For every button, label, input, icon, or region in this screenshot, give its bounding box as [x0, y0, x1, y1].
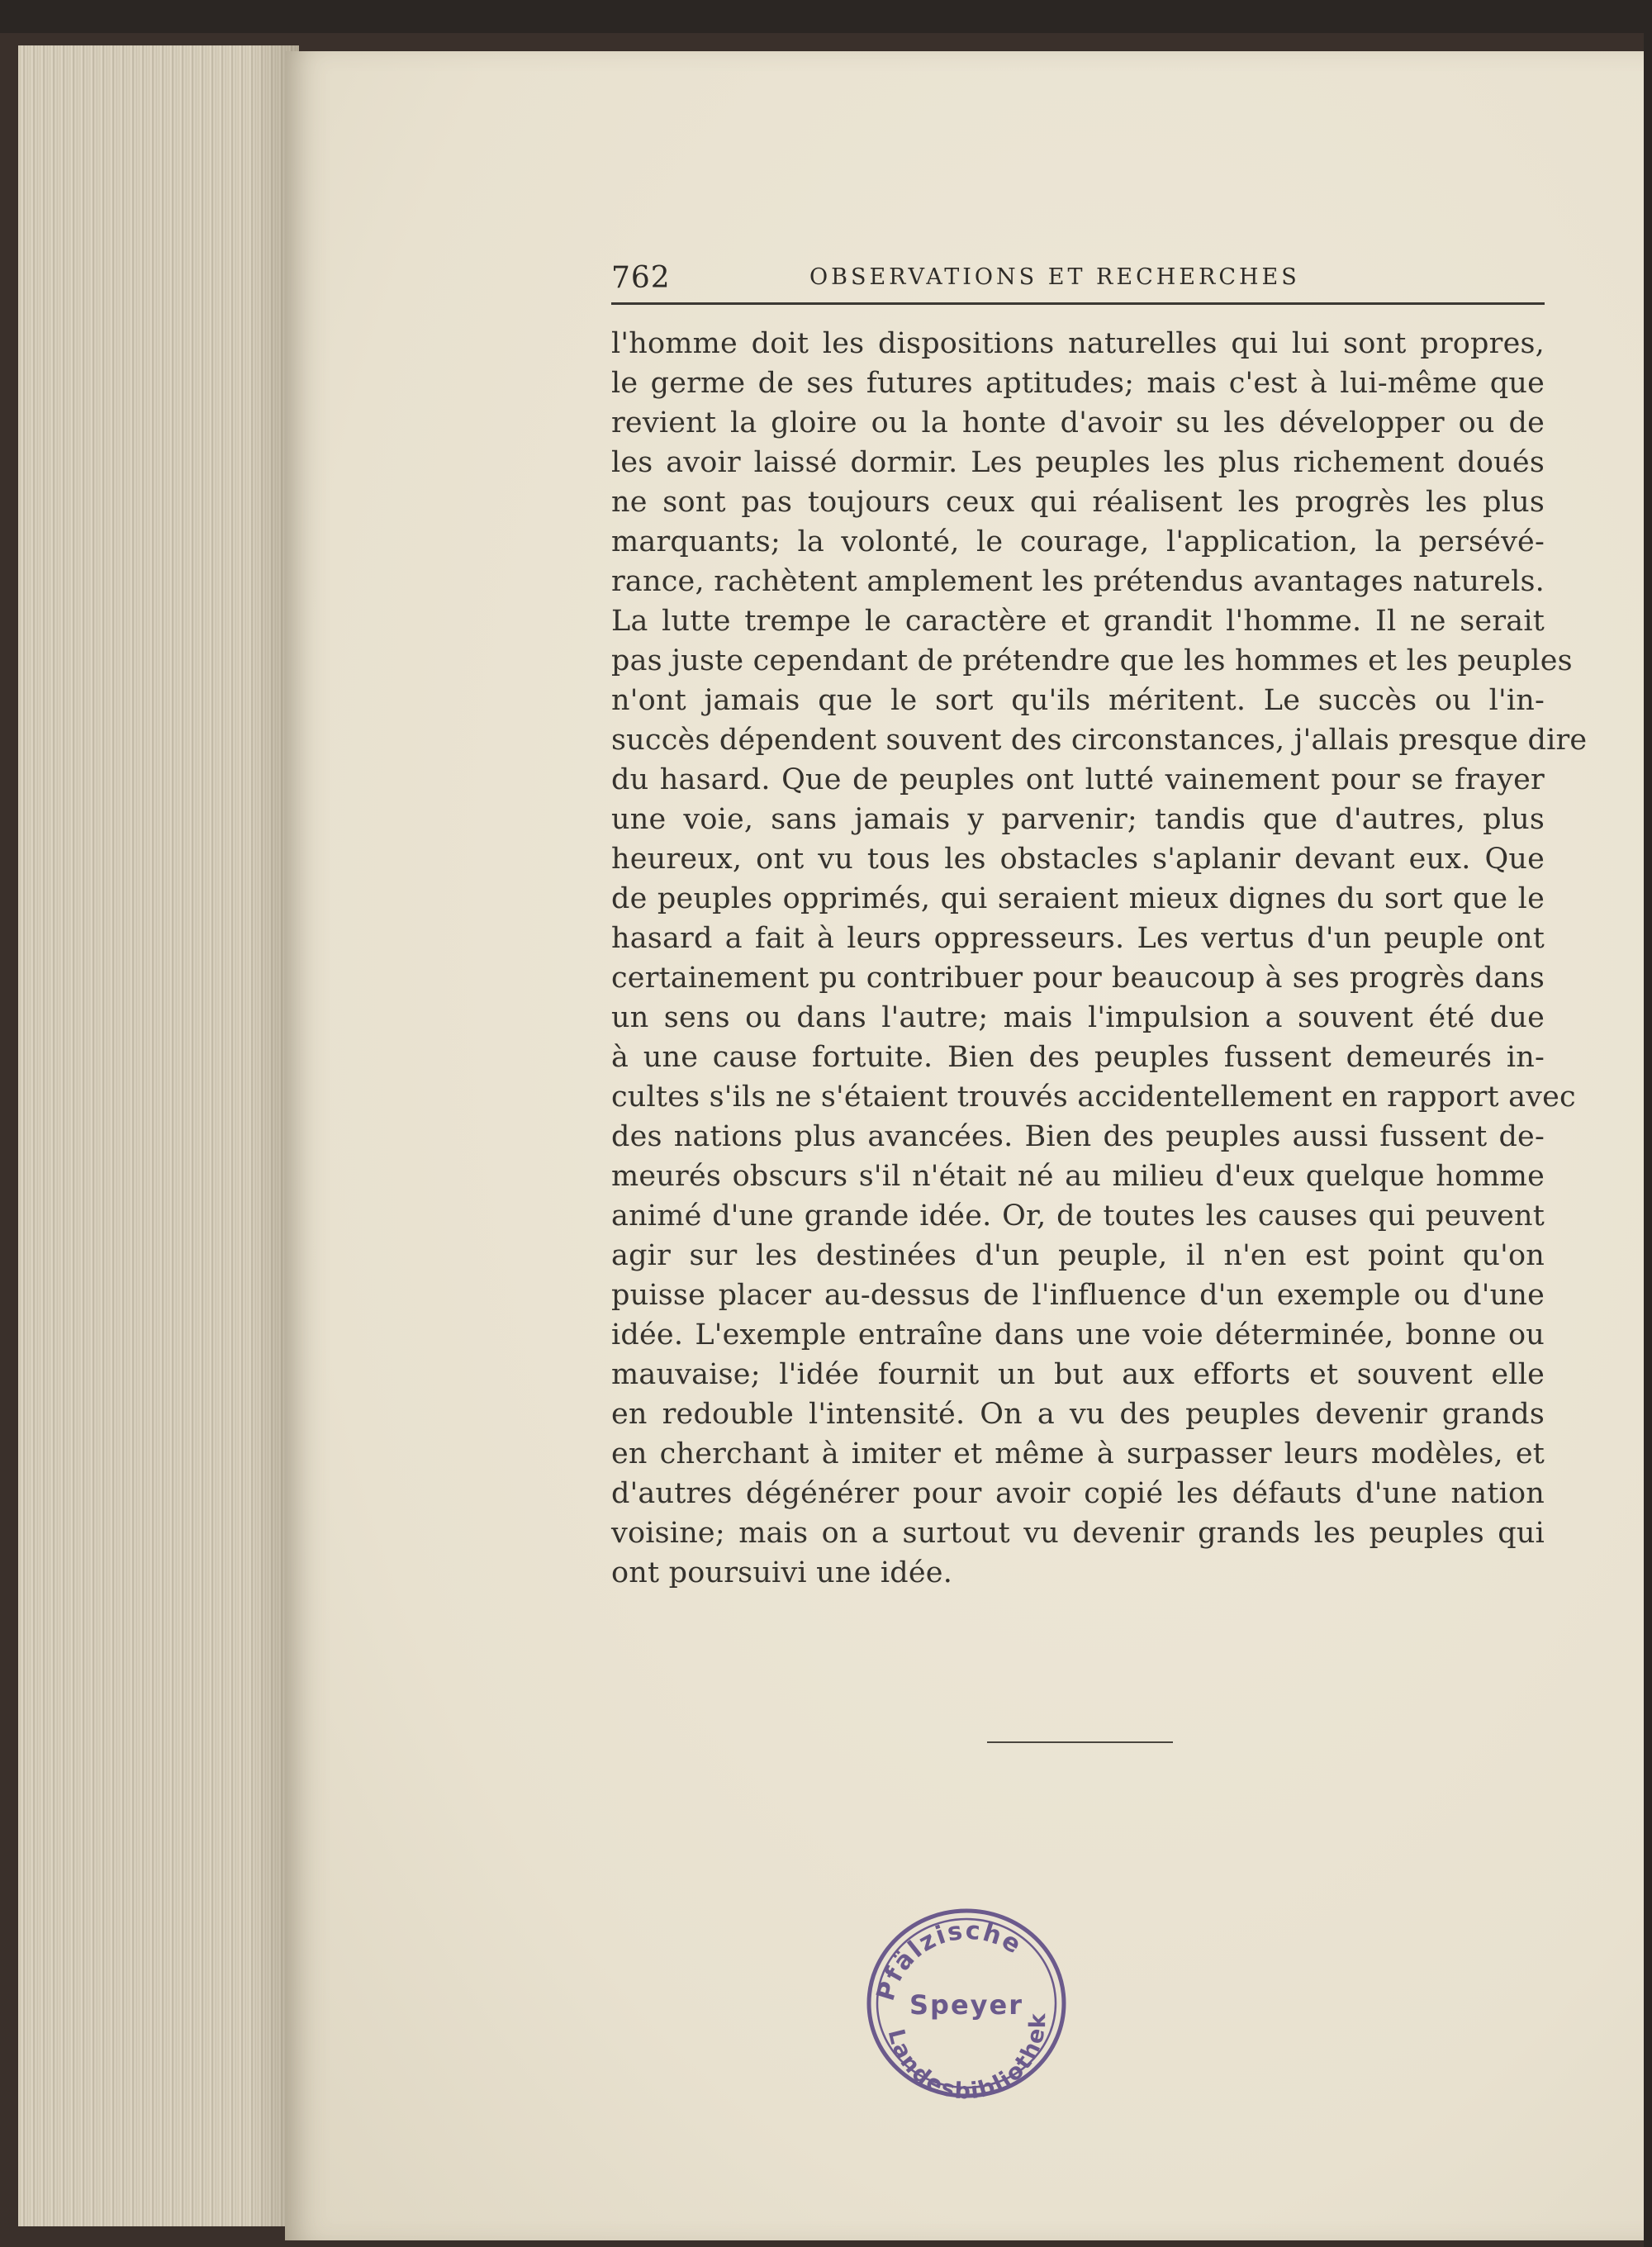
text-line: une voie, sans jamais y parvenir; tandis que d'autres, plus [611, 803, 1545, 836]
page-number: 762 [611, 261, 671, 295]
text-line: hasard a fait à leurs oppresseurs. Les vertus d'un peuple ont [611, 922, 1545, 955]
text-line: La lutte trempe le caractère et grandit l'homme. Il ne serait [611, 605, 1545, 638]
text-line: revient la gloire ou la honte d'avoir su les développer ou de [611, 406, 1545, 439]
library-stamp-icon [859, 1900, 1074, 2107]
text-line: meurés obscurs s'il n'était né au milieu d'eux quelque homme [611, 1160, 1545, 1193]
text-line: idée. L'exemple entraîne dans une voie déterminée, bonne ou [611, 1318, 1545, 1352]
text-line: heureux, ont vu tous les obstacles s'aplanir devant eux. Que [611, 843, 1545, 876]
text-line: les avoir laissé dormir. Les peuples les plus richement doués [611, 446, 1545, 479]
text-line: d'autres dégénérer pour avoir copié les défauts d'une nation [611, 1477, 1545, 1510]
text-line: ont poursuivi une idée. [611, 1556, 953, 1589]
text-line: rance, rachètent amplement les prétendus avantages naturels. [611, 565, 1545, 598]
text-line: de peuples opprimés, qui seraient mieux dignes du sort que le [611, 882, 1545, 915]
page-header [611, 261, 1545, 305]
text-line: voisine; mais on a surtout vu devenir grands les peuples qui [611, 1517, 1545, 1550]
running-head: OBSERVATIONS ET RECHERCHES [809, 264, 1300, 290]
text-line: puisse placer au-dessus de l'influence d'un exemple ou d'une [611, 1279, 1545, 1312]
text-line: à une cause fortuite. Bien des peuples fussent demeurés in- [611, 1041, 1545, 1074]
text-line: un sens ou dans l'autre; mais l'impulsion a souvent été due [611, 1001, 1545, 1034]
text-line: le germe de ses futures aptitudes; mais c'est à lui-même que [611, 367, 1545, 400]
text-line: marquants; la volonté, le courage, l'application, la persévé- [611, 525, 1545, 558]
text-line: cultes s'ils ne s'étaient trouvés accidentellement en rapport avec [611, 1081, 1576, 1114]
text-line: succès dépendent souvent des circonstances, j'allais presque dire [611, 724, 1588, 757]
text-line: animé d'une grande idée. Or, de toutes les causes qui peuvent [611, 1200, 1545, 1233]
svg-text:Speyer: Speyer [909, 1989, 1023, 2021]
text-line: des nations plus avancées. Bien des peuples aussi fussent de- [611, 1120, 1545, 1153]
text-line: en cherchant à imiter et même à surpasser leurs modèles, et [611, 1437, 1545, 1470]
text-line: l'homme doit les dispositions naturelles qui lui sont propres, [611, 327, 1545, 360]
text-line: ne sont pas toujours ceux qui réalisent les progrès les plus [611, 486, 1545, 519]
body-text [611, 324, 1588, 1593]
text-line: du hasard. Que de peuples ont lutté vainement pour se frayer [611, 763, 1545, 796]
page-block-edges [18, 45, 299, 2226]
svg-text:Landesbibliothek: Landesbibliothek [882, 2012, 1051, 2105]
text-line: en redouble l'intensité. On a vu des peuples devenir grands [611, 1398, 1545, 1431]
text-line: certainement pu contribuer pour beaucoup à ses progrès dans [611, 962, 1545, 995]
text-line: n'ont jamais que le sort qu'ils méritent. Le succès ou l'in- [611, 684, 1545, 717]
text-line: agir sur les destinées d'un peuple, il n'en est point qu'on [611, 1239, 1545, 1272]
text-line: pas juste cependant de prétendre que les hommes et les peuples [611, 644, 1573, 677]
svg-text:Pfälzische: Pfälzische [871, 1916, 1028, 2005]
end-rule [987, 1741, 1173, 1743]
text-line: mauvaise; l'idée fournit un but aux efforts et souvent elle [611, 1358, 1545, 1391]
